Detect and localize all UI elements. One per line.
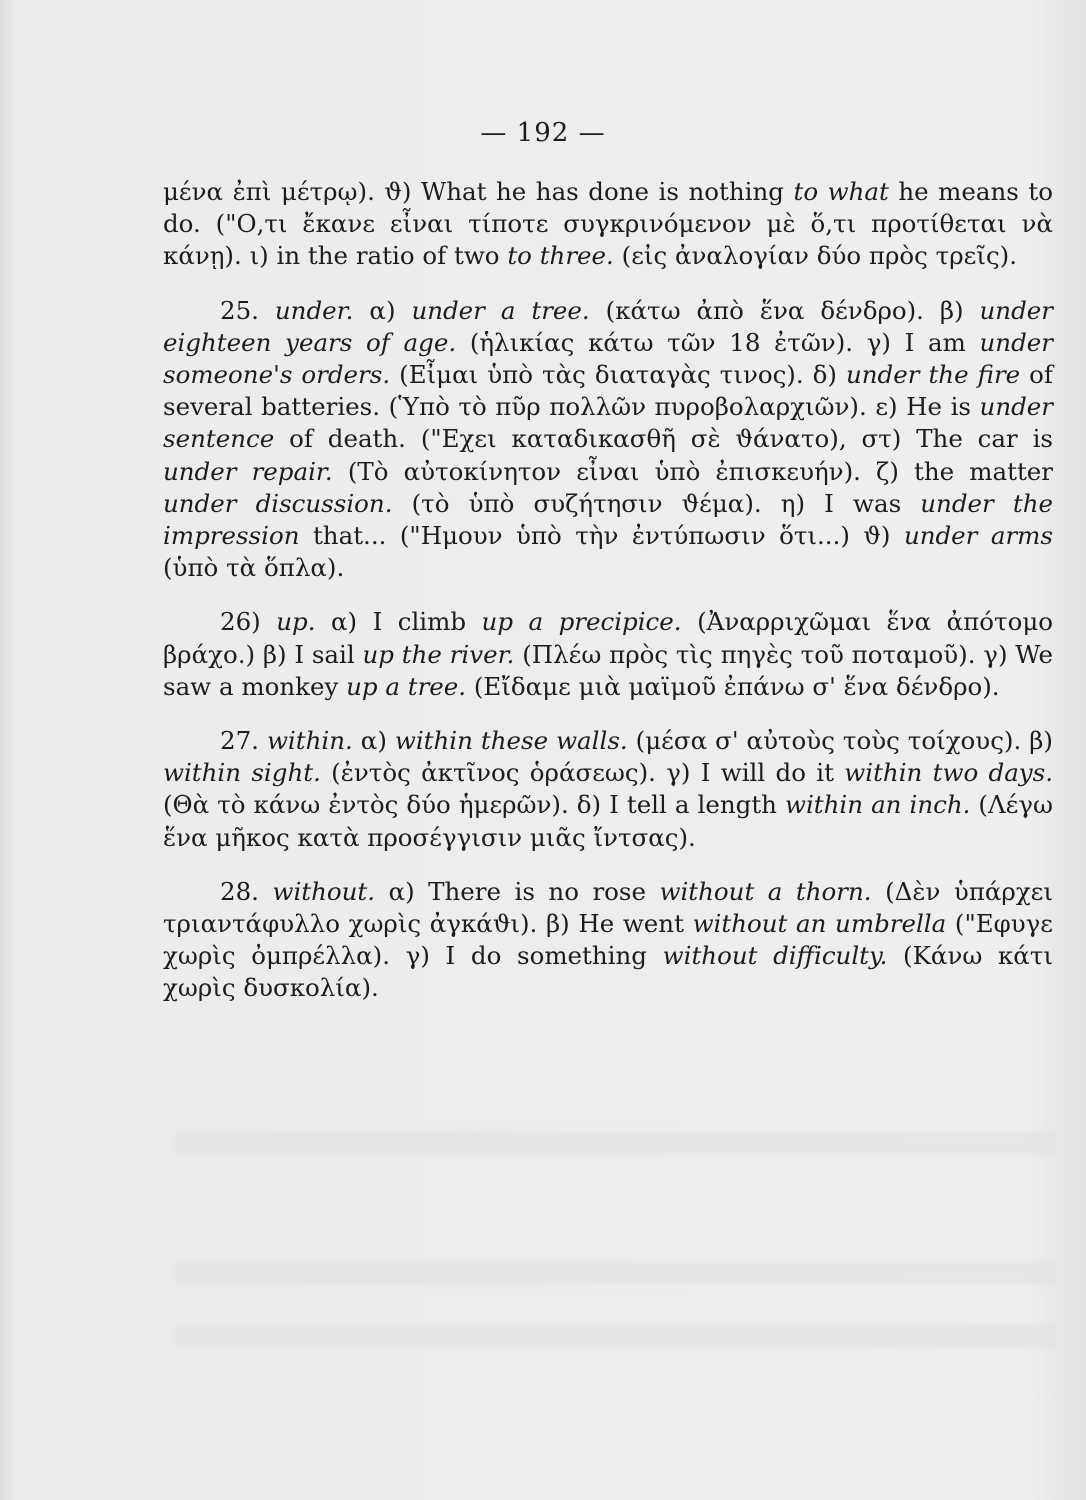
text-run: of death. ("Εχει καταδικασθῆ σὲ ϑάνατο), στ) The car is	[274, 424, 1053, 454]
text-run: that... ("Ημουν ὑπὸ τὴν ἐντύπωσιν ὅτι...) ϑ)	[299, 521, 904, 551]
text-run: (ἡλικίας κάτω τῶν 18 ἐτῶν). γ) I am	[456, 327, 980, 357]
italic-phrase: under someone's orders.	[163, 327, 1053, 390]
text-run: (Εἴδαμε μιὰ μαϊμοῦ ἐπάνω σ' ἕνα δένδρο).	[466, 671, 1000, 701]
italic-phrase: under arms	[903, 521, 1053, 551]
italic-phrase: within these walls.	[394, 726, 628, 756]
text-run: (Θὰ τὸ κάνω ἐντὸς δύο ἡμερῶν). δ) I tell a length	[163, 790, 785, 820]
text-run: α)	[352, 726, 395, 756]
text-run: ("Εφυγε χωρὶς ὀμπρέλλα). γ) I do something	[163, 909, 1053, 971]
italic-phrase: up a tree.	[346, 671, 467, 701]
text-run: μένα ἐπὶ μέτρῳ). ϑ) What he has done is nothing	[163, 177, 794, 206]
text-run: 28.	[220, 876, 273, 906]
italic-phrase: under.	[274, 295, 354, 325]
italic-phrase: to three.	[507, 241, 614, 271]
italic-phrase: without an umbrella	[692, 909, 947, 939]
italic-phrase: within two days.	[844, 758, 1054, 788]
italic-phrase: within an inch.	[784, 790, 971, 820]
italic-phrase: under the impression	[163, 488, 1053, 551]
italic-phrase: under a tree.	[411, 295, 590, 325]
show-through-mark	[175, 1132, 1055, 1154]
text-run: α) There is no rose	[375, 876, 660, 906]
italic-phrase: up a precipice.	[481, 607, 682, 637]
italic-phrase: under repair.	[163, 456, 333, 486]
text-run: (Δὲν ὑπάρχει τριαντάφυλλο χωρὶς ἀγκάϑι). β) He went	[163, 876, 1053, 939]
italic-phrase: under the fire	[846, 360, 1021, 390]
text-run: α)	[353, 295, 412, 325]
text-run: (Εἶμαι ὑπὸ τὰς διαταγὰς τινος). δ)	[390, 360, 846, 390]
italic-phrase: under discussion.	[163, 488, 393, 518]
text-run: (Κάνω κάτι χωρὶς δυσκολία).	[163, 941, 1054, 1003]
text-run: (Πλέω πρὸς τὶς πηγὲς τοῦ ποταμοῦ). γ) We saw a monkey	[163, 639, 1053, 701]
text-run: (Τὸ αὐτοκίνητον εἶναι ὑπὸ ἐπισκευήν). ζ) the matter	[332, 456, 1054, 486]
page-body	[163, 176, 1053, 1005]
italic-phrase: under eighteen years of age.	[163, 295, 1053, 357]
page-number: — 192 —	[480, 118, 606, 148]
italic-phrase: without difficulty.	[662, 941, 888, 971]
text-run: (κάτω ἀπὸ ἕνα δένδρο). β)	[589, 295, 980, 325]
text-run: 25.	[220, 295, 275, 325]
text-run: α) I climb	[315, 607, 482, 637]
text-run: (τὸ ὑπὸ συζήτησιν ϑέμα). η) I was	[392, 488, 921, 518]
text-run: 27.	[220, 726, 267, 756]
italic-phrase: without a thorn.	[659, 876, 872, 906]
text-run: (Ἀναρριχῶμαι ἕνα ἀπότομο βράχο.) β) I sail	[163, 607, 1054, 669]
italic-phrase: up.	[276, 607, 316, 637]
text-run: (μέσα σ' αὐτοὺς τοὺς τοίχους). β)	[627, 726, 1053, 756]
text-run: (ὑπὸ τὰ ὅπλα).	[163, 553, 345, 583]
paragraph-26-up	[163, 606, 1053, 703]
italic-phrase: within sight.	[163, 758, 321, 788]
italic-phrase: without.	[272, 876, 376, 906]
italic-phrase: within.	[266, 726, 353, 756]
text-run: (Λέγω ἕνα μῆκος κατὰ προσέγγισιν μιᾶς ἴντσας).	[163, 790, 1053, 852]
paragraph-28-without	[163, 876, 1053, 1005]
text-run: he means to do. ("Ο,τι ἔκανε εἶναι τίποτε συγκρινόμενον μὲ ὅ,τι προτίθεται νὰ κάνῃ). ι) in the ratio of two	[163, 177, 1053, 271]
italic-phrase: under sentence	[163, 392, 1053, 454]
show-through-mark	[175, 1262, 1055, 1284]
paragraph-24-continuation	[163, 176, 1053, 273]
italic-phrase: up the river.	[362, 639, 515, 669]
text-run: of several batteries. (Ὑπὸ τὸ πῦρ πολλῶν πυροβολαρχιῶν). ε) He is	[163, 360, 1053, 422]
text-run: 26)	[220, 607, 277, 637]
text-run: (εἰς ἀναλογίαν δύο πρὸς τρεῖς).	[613, 241, 1018, 271]
show-through-mark	[175, 1325, 1055, 1347]
italic-phrase: to what	[793, 177, 889, 206]
paragraph-27-within	[163, 725, 1053, 854]
text-run: (ἐντὸς ἀκτῖνος ὁράσεως). γ) I will do it	[320, 758, 845, 788]
paragraph-25-under	[163, 295, 1053, 585]
